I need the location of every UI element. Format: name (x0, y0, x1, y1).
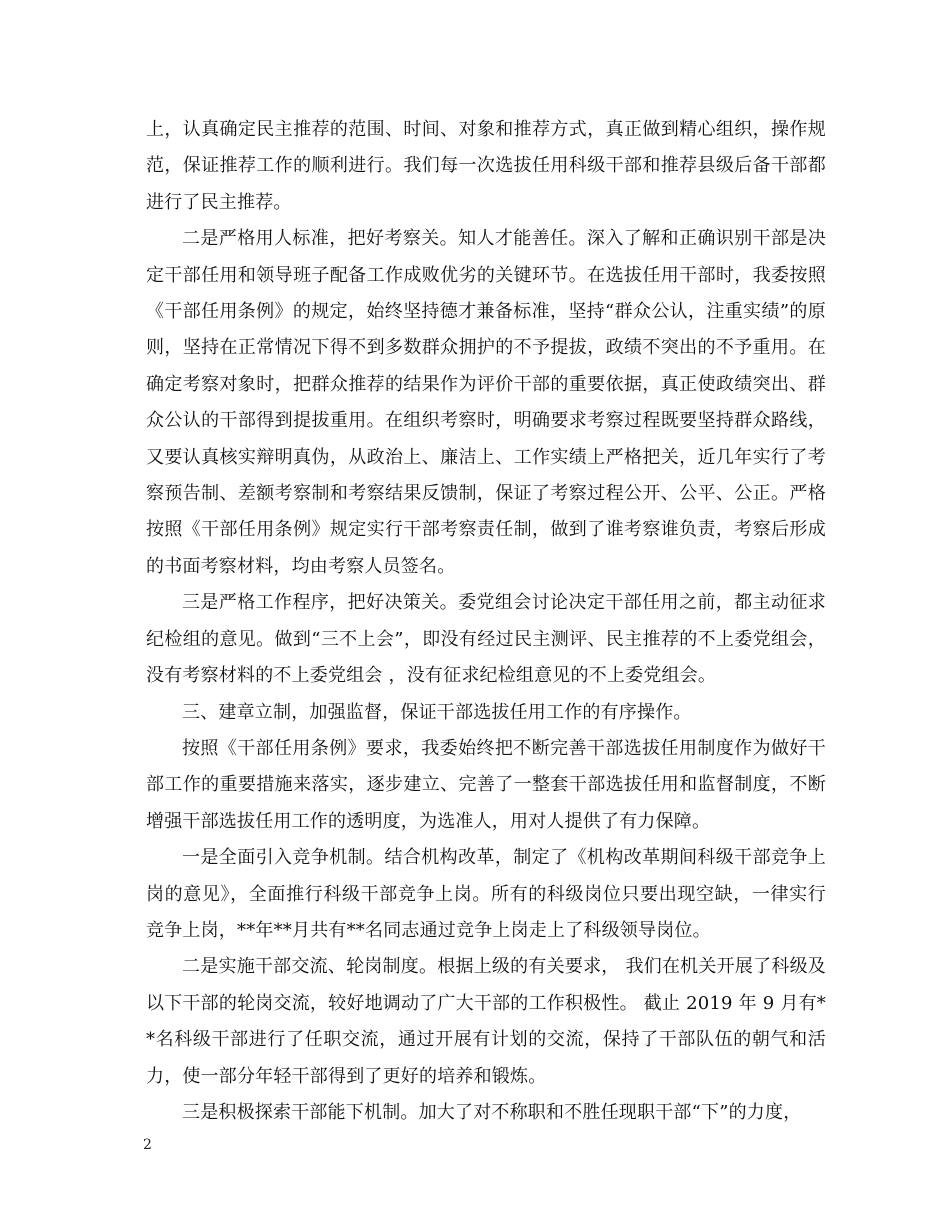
paragraph-3: 三是严格工作程序，把好决策关。委党组会讨论决定干部任用之前，都主动征求纪检组的意见。做到“三不上会”，即没有经过民主测评、民主推荐的不上委党组会，没有考察材料的不上委党组会 ，没有征求纪检组意见的不上委党组会。 (146, 592, 826, 687)
paragraph-6: 一是全面引入竞争机制。结合机构改革，制定了《机构改革期间科级干部竞争上岗的意见》，全面推行科级干部竞争上岗。所有的科级岗位只要出现空缺，一律实行竞争上岗，**年**月共有**名同志通过竞争上岗走上了科级领导岗位。 (146, 847, 826, 941)
paragraph-8: 三是积极探索干部能下机制。加大了对不称职和不胜任现职干部“下”的力度， (182, 1101, 802, 1123)
paragraph-1: 上，认真确定民主推荐的范围、时间、对象和推荐方式，真正做到精心组织，操作规范，保证推荐工作的顺利进行。我们每一次选拔任用科级干部和推荐县级后备干部都进行了民主推荐。 (146, 119, 826, 213)
paragraph-5: 按照《干部任用条例》要求，我委始终把不断完善干部选拔任用制度作为做好干部工作的重要措施来落实，逐步建立、完善了一整套干部选拔任用和监督制度，不断增强干部选拔任用工作的透明度，为选准人，用对人提供了有力保障。 (146, 737, 826, 832)
section-heading-3: 三、建章立制，加强监督，保证干部选拔任用工作的有序操作。 (182, 701, 692, 723)
document-body (146, 112, 826, 1131)
paragraph-7: 二是实施干部交流、轮岗制度。根据上级的有关要求， 我们在机关开展了科级及以下干部的轮岗交流，较好地调动了广大干部的工作积极性。 截止 2019 年 9 月有**名科级干部进行了任职交流，通过开展有计划的交流，保持了干部队伍的朝气和活力，使一部分年轻干部得到了更好的培养和锻炼。 (146, 956, 826, 1087)
page-number: 2 (143, 1137, 152, 1153)
paragraph-2: 二是严格用人标准，把好考察关。知人才能善任。深入了解和正确识别干部是决定干部任用和领导班子配备工作成败优劣的关键环节。在选拔任用干部时，我委按照《干部任用条例》的规定，始终坚持德才兼备标准，坚持“群众公认，注重实绩”的原则，坚持在正常情况下得不到多数群众拥护的不予提拔，政绩不突出的不予重用。在确定考察对象时，把群众推荐的结果作为评价干部的重要依据，真正使政绩突出、群众公认的干部得到提拔重用。在组织考察时，明确要求考察过程既要坚持群众路线，又要认真核实辩明真伪，从政治上、廉洁上、工作实绩上严格把关，近几年实行了考察预告制、差额考察制和考察结果反馈制，保证了考察过程公开、公平、公正。严格按照《干部任用条例》规定实行干部考察责任制，做到了谁考察谁负责，考察后形成的书面考察材料，均由考察人员签名。 (146, 228, 826, 577)
